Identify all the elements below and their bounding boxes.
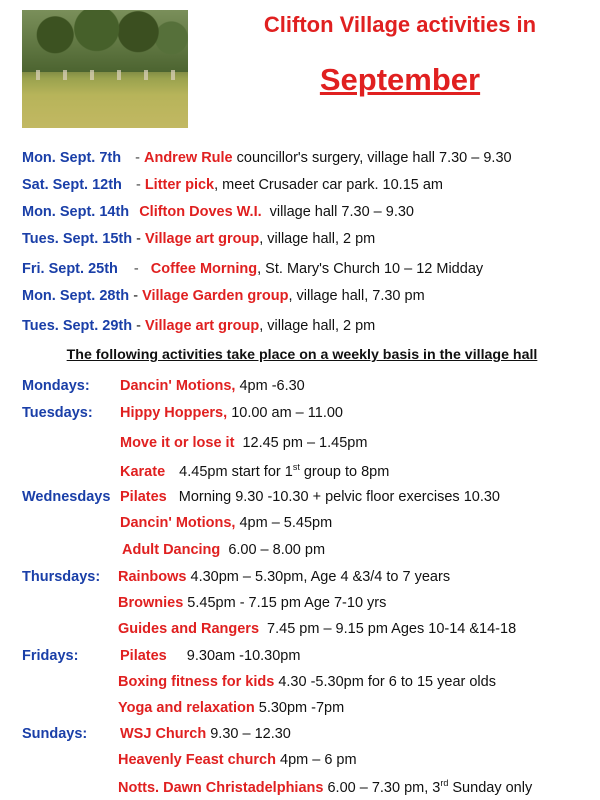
- activity-name: Heavenly Feast church: [118, 752, 276, 768]
- event-row: [22, 204, 414, 220]
- activity-name: Brownies: [118, 595, 184, 611]
- event-date: Mon. Sept. 28th: [22, 288, 130, 304]
- event-row: [22, 261, 483, 277]
- event-name: Village art group: [145, 318, 260, 334]
- event-row: [22, 288, 425, 304]
- event-row: [22, 177, 443, 193]
- day-label-wednesdays: Wednesdays: [22, 489, 111, 505]
- weekly-activity: [118, 700, 344, 716]
- activity-details: 4pm -6.30: [239, 378, 305, 394]
- event-name: Village art group: [145, 231, 260, 247]
- activity-details: 5.30pm -7pm: [258, 700, 345, 716]
- grazing-cattle: [22, 70, 188, 80]
- activity-details: 7.45 pm – 9.15 pm Ages 10-14 &14-18: [267, 621, 517, 637]
- event-date: Mon. Sept. 7th: [22, 150, 122, 166]
- activity-name: Hippy Hoppers,: [120, 405, 228, 421]
- event-date: Mon. Sept. 14th: [22, 204, 130, 220]
- activity-name: WSJ Church: [120, 726, 207, 742]
- event-details: , village hall, 7.30 pm: [288, 288, 425, 304]
- weekly-activity: [120, 435, 367, 451]
- activity-details: 4pm – 5.45pm: [239, 515, 333, 531]
- event-row: [22, 318, 375, 334]
- activity-details: 4.30pm – 5.30pm, Age 4 &3/4 to 7 years: [190, 569, 451, 585]
- activity-details: 10.00 am – 11.00: [231, 405, 343, 421]
- weekly-activity: [120, 648, 300, 664]
- activity-name: Yoga and relaxation: [118, 700, 255, 716]
- event-name: Litter pick: [144, 177, 215, 193]
- event-separator: -: [136, 231, 141, 247]
- weekly-activity: [118, 569, 450, 585]
- day-label-thursdays: Thursdays:: [22, 569, 101, 585]
- activity-name: Pilates: [120, 648, 167, 664]
- event-name: Andrew Rule: [144, 150, 233, 166]
- weekly-activity: [120, 405, 343, 421]
- event-separator: -: [135, 150, 140, 166]
- tree-line: [22, 10, 188, 72]
- weekly-activity: [120, 462, 389, 480]
- day-label-tuesdays: Tuesdays:: [22, 405, 93, 421]
- activity-name: Dancin' Motions,: [120, 378, 236, 394]
- weekly-activity: [120, 489, 500, 505]
- event-details: , meet Crusader car park. 10.15 am: [214, 177, 444, 193]
- weekly-activity: [118, 621, 516, 637]
- activity-name: Guides and Rangers: [118, 621, 260, 637]
- activity-details: 4pm – 6 pm: [280, 752, 357, 768]
- weekly-activity: [122, 542, 325, 558]
- weekly-activity: [118, 595, 386, 611]
- field-photo: [22, 10, 188, 128]
- activity-details: 9.30am -10.30pm: [186, 648, 301, 664]
- day-label-fridays: Fridays:: [22, 648, 79, 664]
- day-label-mondays: Mondays:: [22, 378, 90, 394]
- weekly-activity: [118, 674, 496, 690]
- event-date: Sat. Sept. 12th: [22, 177, 122, 193]
- event-details: village hall 7.30 – 9.30: [269, 204, 414, 220]
- weekly-activity: [118, 778, 532, 796]
- activity-name: Notts. Dawn Christadelphians: [118, 779, 324, 796]
- event-name: Clifton Doves W.I.: [139, 204, 262, 220]
- activity-details: 6.00 – 7.30 pm, 3rd Sunday only: [327, 778, 533, 796]
- activity-name: Dancin' Motions,: [120, 515, 236, 531]
- activity-name: Move it or lose it: [120, 435, 235, 451]
- activity-name: Boxing fitness for kids: [118, 674, 275, 690]
- weekly-heading: The following activities take place on a weekly basis in the village hall: [66, 347, 538, 363]
- activity-details: 5.45pm - 7.15 pm Age 7-10 yrs: [187, 595, 387, 611]
- day-label-sundays: Sundays:: [22, 726, 88, 742]
- page-title: Clifton Village activities in: [263, 12, 537, 37]
- weekly-activity: [120, 726, 291, 742]
- event-details: , village hall, 2 pm: [259, 231, 376, 247]
- activity-details: 4.30 -5.30pm for 6 to 15 year olds: [278, 674, 496, 690]
- event-separator: -: [133, 261, 139, 277]
- weekly-activity: [118, 752, 357, 768]
- event-name: Village Garden group: [142, 288, 289, 304]
- event-row: [22, 150, 512, 166]
- weekly-activity: [120, 378, 305, 394]
- activity-details: Morning 9.30 -10.30 + pelvic floor exercises 10.30: [178, 489, 500, 505]
- event-date: Tues. Sept. 29th: [22, 318, 133, 334]
- event-separator: -: [136, 318, 141, 334]
- month-title: September: [319, 62, 481, 97]
- activity-details: 12.45 pm – 1.45pm: [242, 435, 368, 451]
- event-details: , village hall, 2 pm: [259, 318, 376, 334]
- activity-name: Pilates: [120, 489, 167, 505]
- event-name: Coffee Morning: [150, 261, 258, 277]
- activity-name: Karate: [120, 463, 166, 480]
- event-date: Fri. Sept. 25th: [22, 261, 118, 277]
- event-separator: -: [133, 288, 139, 304]
- event-separator: -: [135, 177, 141, 193]
- weekly-activity: [120, 515, 332, 531]
- activity-name: Adult Dancing: [122, 542, 221, 558]
- activity-details: 6.00 – 8.00 pm: [228, 542, 326, 558]
- event-details: councillor's surgery, village hall 7.30 – 9.30: [236, 150, 512, 166]
- event-date: Tues. Sept. 15th: [22, 231, 133, 247]
- event-details: , St. Mary's Church 10 – 12 Midday: [257, 261, 484, 277]
- event-row: [22, 231, 375, 247]
- activity-details: 9.30 – 12.30: [210, 726, 291, 742]
- activity-details: 4.45pm start for 1st group to 8pm: [179, 462, 390, 480]
- activity-name: Rainbows: [118, 569, 187, 585]
